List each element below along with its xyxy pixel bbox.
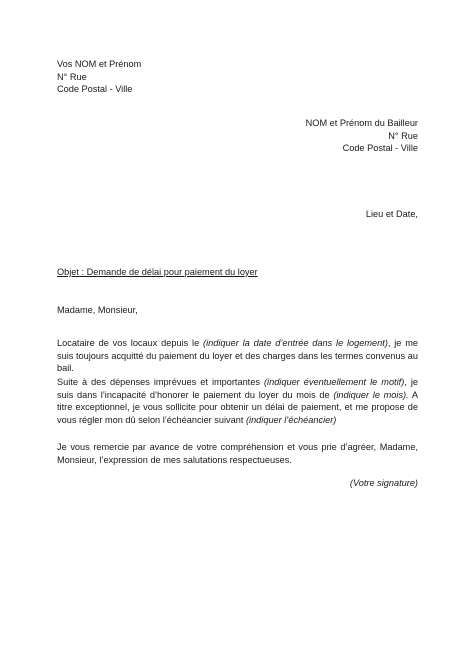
paragraph-request (57, 376, 418, 426)
letter-salutation: Madame, Monsieur, (57, 305, 138, 315)
paragraph-text: A titre exceptionnel, je vous sollicite pour obtenir un délai de paiement, et me propose de vous régler mon dû selon l’échéancier suivant (57, 389, 418, 425)
sender-name: Vos NOM et Prénom (57, 59, 142, 69)
sender-city: Code Postal - Ville (57, 84, 133, 95)
signature-placeholder: (Votre signature) (349, 478, 418, 488)
paragraph-text: Suite à des dépenses imprévues et importantes (57, 377, 264, 387)
letter-subject: Objet : Demande de délai pour paiement du loyer (57, 267, 258, 277)
paragraph-text: , je suis dans l’incapacité d’honorer le paiement du loyer du mois de (57, 377, 419, 400)
placeholder-instruction: (indiquer l’échéancier) (245, 414, 337, 425)
paragraph-text: Locataire de vos locaux depuis le (57, 338, 204, 348)
paragraph-closing: Je vous remercie par avance de votre compréhension et vous prie d’agréer, Madame, Monsieur, l’expression de mes salutations respectueuses. (57, 442, 418, 465)
placeholder-instruction: (indiquer la date d’entrée dans le logement) (203, 338, 388, 348)
place-and-date: Lieu et Date, (365, 209, 418, 219)
recipient-address (218, 117, 418, 155)
paragraph-text: , je me suis toujours acquitté du paiement du loyer et des charges dans les termes convenus au bail. (57, 338, 418, 374)
recipient-street: N° Rue (388, 130, 418, 141)
sender-street: N° Rue (57, 71, 87, 82)
recipient-name: NOM et Prénom du Bailleur (305, 118, 418, 128)
placeholder-instruction: (indiquer le mois). (333, 389, 409, 400)
sender-address (57, 58, 237, 96)
placeholder-instruction: (indiquer éventuellement le motif) (263, 377, 405, 387)
paragraph-tenancy (57, 337, 418, 375)
recipient-city: Code Postal - Ville (342, 143, 418, 154)
